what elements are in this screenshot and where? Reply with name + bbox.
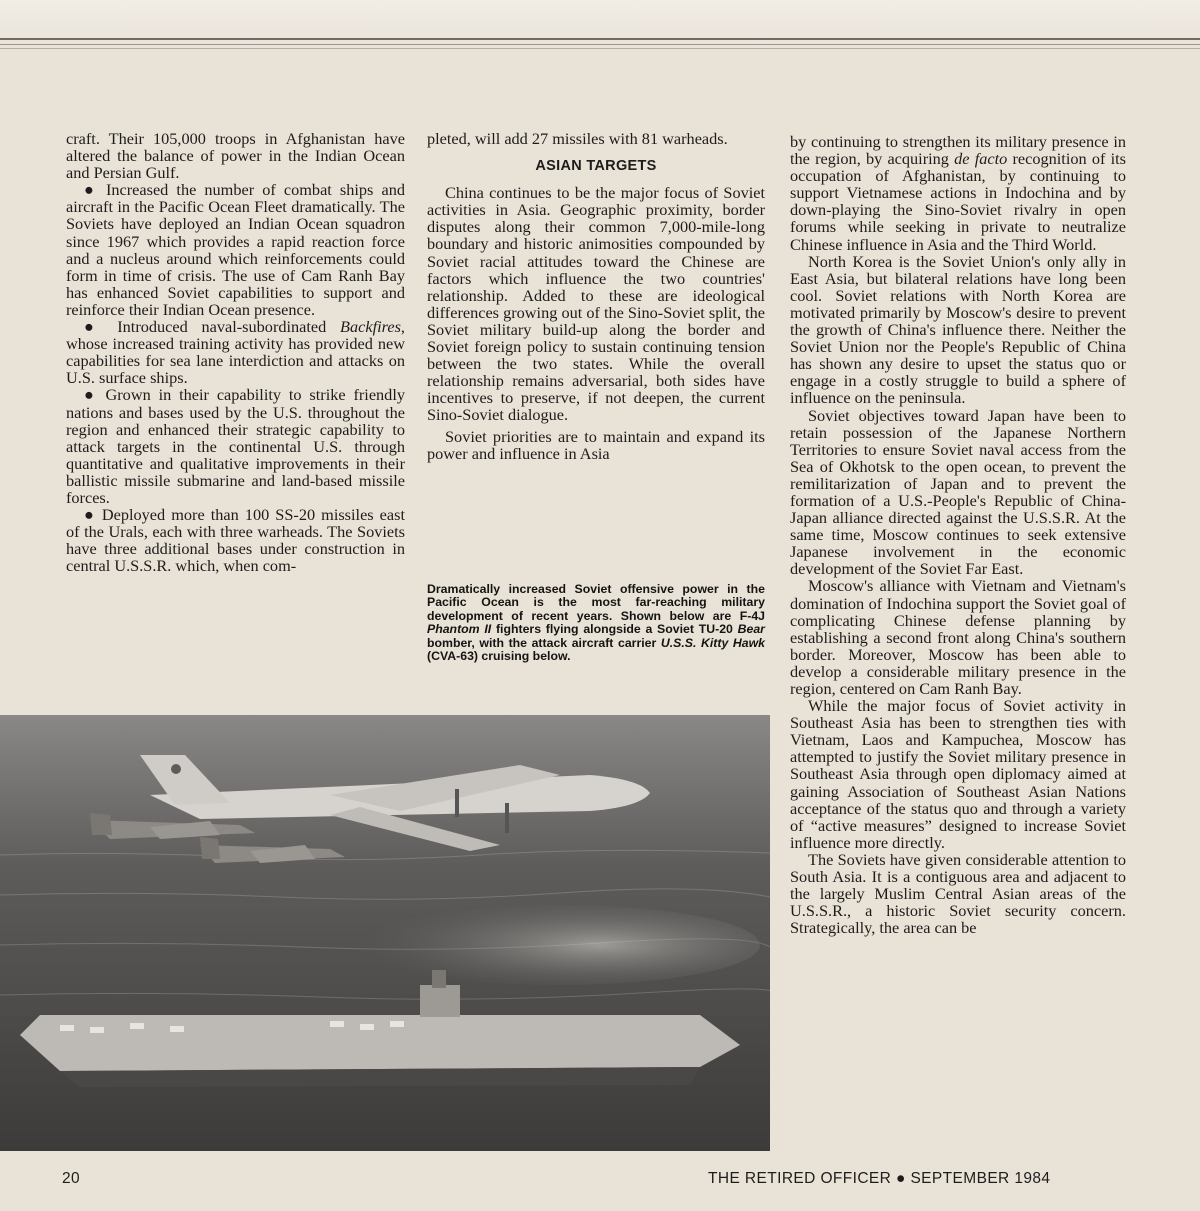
photo-illustration <box>0 715 770 1151</box>
bullet-paragraph: ● Deployed more than 100 SS-20 missiles east of the Urals, each with three warheads. The Soviets have three additional bases under construction in central U.S.S.R. which, when com- <box>66 505 405 576</box>
running-footer: THE RETIRED OFFICER ● SEPTEMBER 1984 <box>708 1170 1051 1187</box>
paragraph: The Soviets have given considerable attention to South Asia. It is a contiguous area and adjacent to the largely Muslim Central Asian areas of the U.S.S.R., a historic Soviet security concern. Strategically, the area can be <box>790 849 1126 938</box>
bullet-paragraph: ● Increased the number of combat ships and aircraft in the Pacific Ocean Fleet dramatically. The Soviets have deployed an Indian Ocean squadron since 1967 which provides a rapid reaction force and a nucleus around which reinforcements could form in time of crisis. The use of Cam Ranh Bay has enhanced Soviet capabilities to support and reinforce their Indian Ocean presence. <box>66 180 405 319</box>
article-column-2 <box>427 130 765 462</box>
paragraph: craft. Their 105,000 troops in Afghanistan have altered the balance of power in the Indian Ocean and Persian Gulf. <box>66 129 405 183</box>
photo-caption: Dramatically increased Soviet offensive power in the Pacific Ocean is the most far-reaching military development of recent years. Shown below are F-4J Phantom II fighters flying alongside a Soviet TU-20 Bear bomber, with the attack aircraft carrier U.S.S. Kitty Hawk (CVA-63) cruising below. <box>427 582 765 664</box>
paragraph: North Korea is the Soviet Union's only ally in East Asia, but bilateral relations have long been cool. Soviet relations with North Korea are motivated primarily by Moscow's desire to prevent the growth of China's influence there. Neither the Soviet Union nor the People's Republic of China has shown any desire to upset the status quo or engage in a costly struggle to build a sphere of influence on the peninsula. <box>790 251 1126 408</box>
ship-wake <box>360 905 760 985</box>
section-heading: ASIAN TARGETS <box>535 158 657 175</box>
paragraph: by continuing to strengthen its military presence in the region, by acquiring de facto recognition of its occupation of Afghanistan, by continuing to support Vietnamese actions in Indochina and by down-playing the Sino-Soviet rivalry in open forums while seeking in private to neutralize Chinese influence in Asia and the Third World. <box>790 132 1126 254</box>
aircraft-carrier-photo <box>0 715 770 1151</box>
bullet-paragraph: ● Introduced naval-subordinated Backfires, whose increased training activity has provided new capabilities for sea lane interdiction and attacks on U.S. surface ships. <box>66 317 405 388</box>
paragraph: Soviet objectives toward Japan have been to retain possession of the Japanese Northern Territories to ensure Soviet naval access from the Sea of Okhotsk to the open ocean, to prevent the remilitarization of Japan and to prevent the formation of a U.S.-People's Republic of China-Japan alliance directed against the U.S.S.R. At the same time, Moscow continues to seek extensive Japanese involvement in the economic development of the Soviet Far East. <box>790 405 1126 579</box>
article-column-3 <box>790 133 1126 936</box>
paragraph: pleted, will add 27 missiles with 81 warheads. <box>427 129 728 148</box>
bullet-paragraph: ● Grown in their capability to strike friendly nations and bases used by the U.S. throughout the region and enhanced their strategic capability to attack targets in the continental U.S. through quantitative and qualitative improvements in their ballistic missile submarine and land-based missile forces. <box>66 385 405 507</box>
top-rule-thin <box>0 44 1200 45</box>
paragraph: Soviet priorities are to maintain and expand its power and influence in Asia <box>427 426 765 463</box>
top-rule <box>0 38 1200 40</box>
page-number: 20 <box>62 1170 81 1187</box>
top-rule-faint <box>0 48 1200 49</box>
paragraph: Moscow's alliance with Vietnam and Vietnam's domination of Indochina support the Soviet goal of complicating Chinese defense planning by establishing a second front along China's southern border. Moreover, Moscow has been able to develop a considerable military presence in the region, centered on Cam Ranh Bay. <box>790 576 1126 698</box>
paragraph: China continues to be the major focus of Soviet activities in Asia. Geographic proximity, border disputes along their common 7,000-mile-long boundary and historic animosities compounded by Soviet racial attitudes toward the Chinese are factors which influence the two countries' relationship. Added to these are ideological differences growing out of the Sino-Soviet split, the Soviet military build-up along the border and Soviet foreign policy to sustain continuing tension between the two states. While the overall relationship remains adversarial, both sides have incentives to preserve, if not deepen, the current Sino-Soviet dialogue. <box>427 183 765 425</box>
article-column-1 <box>66 130 405 574</box>
page-top-edge <box>0 0 1200 50</box>
paragraph: While the major focus of Soviet activity in Southeast Asia has been to strengthen ties with Vietnam, Laos and Kampuchea, Moscow has attempted to justify the Soviet military presence in Southeast Asia through open diplomacy aimed at gaining Association of Southeast Asian Nations acceptance of the status quo and through a variety of “active measures” designed to increase Soviet influence more directly. <box>790 696 1126 852</box>
